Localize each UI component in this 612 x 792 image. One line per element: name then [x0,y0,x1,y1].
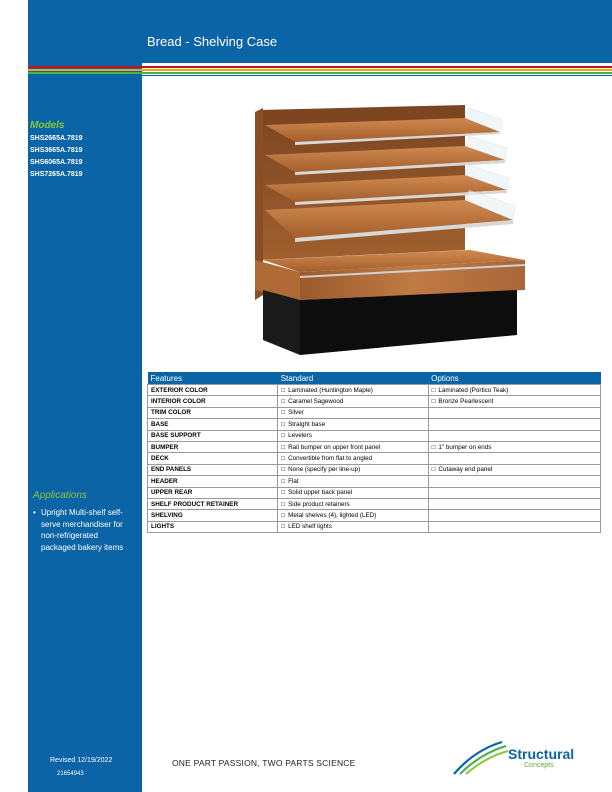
column-header: Standard [278,372,428,385]
standard-text: Rail bumper on upper front panel [288,443,381,451]
standard-text: Convertible from flat to angled [288,455,373,463]
table-row [148,476,601,487]
feature-cell: END PANELS [148,464,278,475]
divider-stripe-blue [28,75,612,76]
table-row [148,453,601,464]
checkbox-icon: □ [281,511,286,519]
model-item: SHS3665A.7819 [30,147,83,154]
option-cell [428,487,600,498]
checkbox-icon: □ [431,386,436,394]
standard-cell [278,498,428,509]
checkbox-icon: □ [281,455,286,463]
table-body [148,385,601,533]
standard-text: Levelers [288,432,312,440]
option-cell [428,464,600,475]
header-bar [142,0,612,63]
standard-text: Caramel Sagewood [288,398,344,406]
feature-cell: UPPER REAR [148,487,278,498]
option-text: Laminated (Portico Teak) [438,386,509,394]
standard-text: Metal shelves (4), lighted (LED) [288,511,377,519]
logo-swoosh-icon [452,740,510,776]
table-row [148,441,601,452]
column-header: Features [148,372,278,385]
structural-concepts-logo [452,740,602,780]
feature-cell: SHELVING [148,510,278,521]
standard-cell [278,521,428,532]
model-item: SHS7265A.7819 [30,171,83,178]
feature-cell: INTERIOR COLOR [148,396,278,407]
document-number: 21654943 [57,771,84,777]
feature-cell: TRIM COLOR [148,407,278,418]
table-header-row [148,372,601,385]
checkbox-icon: □ [281,432,286,440]
feature-cell: BUMPER [148,441,278,452]
checkbox-icon: □ [431,466,436,474]
option-cell [428,498,600,509]
option-cell [428,407,600,418]
standard-cell [278,396,428,407]
table-row [148,464,601,475]
standard-cell [278,419,428,430]
checkbox-icon: □ [431,443,436,451]
option-text: Bronze Pearlescent [438,398,494,406]
divider-stripe-gold [28,69,612,71]
table-row [148,510,601,521]
option-cell [428,441,600,452]
option-cell [428,430,600,441]
checkbox-icon: □ [281,466,286,474]
checkbox-icon: □ [281,420,286,428]
checkbox-icon: □ [281,477,286,485]
standard-cell [278,441,428,452]
standard-cell [278,407,428,418]
logo-wordmark: Structural [508,746,575,762]
feature-cell: EXTERIOR COLOR [148,385,278,396]
option-cell [428,396,600,407]
standard-text: None (specify per line-up) [288,466,361,474]
option-cell [428,453,600,464]
models-list [30,133,83,181]
checkbox-icon: □ [281,386,286,394]
option-cell [428,521,600,532]
option-text: Cutaway end panel [438,466,493,474]
logo-subtitle: Concepts [524,762,554,769]
standard-text: Flat [288,477,299,485]
divider-stripe-green [28,72,612,74]
feature-cell: DECK [148,453,278,464]
standard-cell [278,385,428,396]
application-item: Upright Multi-shelf self-serve merchandiser for non-refrigerated packaged bakery items [41,508,124,552]
sidebar-panel [28,0,142,792]
divider-stripe-red [28,66,612,68]
table-row [148,521,601,532]
checkbox-icon: □ [281,443,286,451]
feature-cell: HEADER [148,476,278,487]
standard-cell [278,430,428,441]
table-row [148,487,601,498]
standard-text: Straight base [288,420,326,428]
models-heading: Models [30,120,65,131]
page-title: Bread - Shelving Case [147,34,278,49]
standard-text: Silver [288,409,304,417]
feature-cell: BASE SUPPORT [148,430,278,441]
column-header: Options [428,372,600,385]
option-cell [428,385,600,396]
standard-cell [278,453,428,464]
checkbox-icon: □ [281,489,286,497]
feature-cell: SHELF PRODUCT RETAINER [148,498,278,509]
standard-cell [278,510,428,521]
standard-cell [278,464,428,475]
option-cell [428,419,600,430]
checkbox-icon: □ [281,500,286,508]
table-row [148,396,601,407]
revised-date: Revised 12/19/2022 [50,757,113,764]
tagline: ONE PART PASSION, TWO PARTS SCIENCE [172,758,356,768]
bread-shelving-case-image [255,100,530,360]
checkbox-icon: □ [431,398,436,406]
option-text: 1" bumper on ends [438,443,492,451]
standard-cell [278,476,428,487]
table-row [148,407,601,418]
features-table [147,372,601,533]
standard-text: Solid upper back panel [288,489,353,497]
model-item: SHS6065A.7819 [30,159,83,166]
model-item: SHS2665A.7819 [30,135,83,142]
standard-cell [278,487,428,498]
table-row [148,430,601,441]
table-row [148,498,601,509]
option-cell [428,510,600,521]
standard-text: Laminated (Huntington Maple) [288,386,373,394]
feature-cell: BASE [148,419,278,430]
checkbox-icon: □ [281,523,286,531]
bullet-icon: • [33,508,36,517]
checkbox-icon: □ [281,398,286,406]
checkbox-icon: □ [281,409,286,417]
standard-text: Side product retainers [288,500,350,508]
table-row [148,385,601,396]
applications-heading: Applications [33,490,87,501]
table-row [148,419,601,430]
feature-cell: LIGHTS [148,521,278,532]
standard-text: LED shelf lights [288,523,332,531]
option-cell [428,476,600,487]
